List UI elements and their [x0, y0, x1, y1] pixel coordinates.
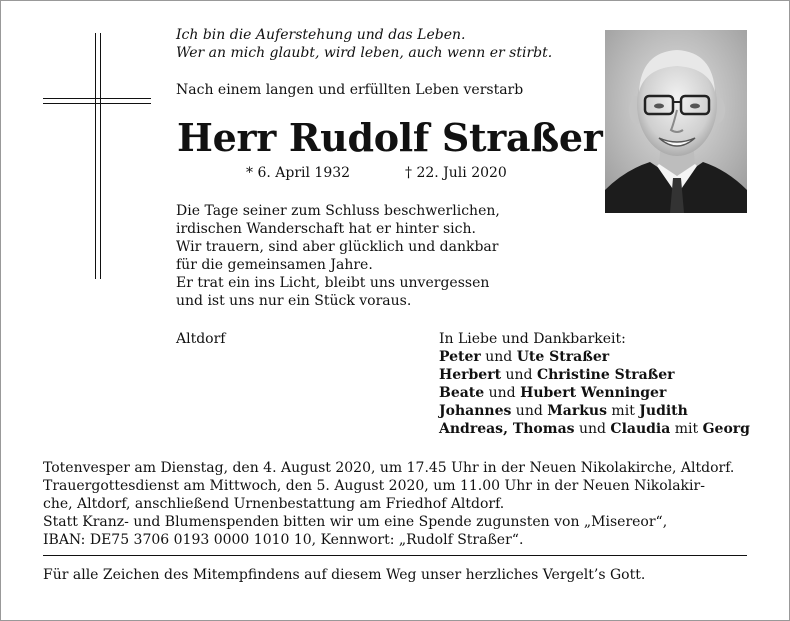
poem-line-6: und ist uns nur ein Stück voraus.: [176, 293, 412, 309]
mourners-line-5: [439, 421, 750, 439]
mourners-line-3: [439, 385, 666, 403]
intro-text: Nach einem langen und erfüllten Leben verstarb: [176, 82, 524, 98]
mourners-line-1: [439, 349, 609, 367]
mourner-name: Johannes: [439, 403, 512, 419]
mourner-name: Andreas, Thomas: [439, 421, 575, 437]
mourner-name: Peter: [439, 349, 481, 365]
death-date: † 22. Juli 2020: [405, 165, 507, 181]
mourner-name: Christine Straßer: [536, 367, 675, 383]
mourner-name: Markus: [547, 403, 607, 419]
mourner-name: Judith: [639, 403, 688, 419]
donation-line-1: Statt Kranz- und Blumenspenden bitten wir um eine Spende zugunsten von „Misereor“,: [43, 514, 668, 530]
mourners-line-4: [439, 403, 688, 421]
portrait-photo: [605, 30, 747, 213]
poem-line-4: für die gemeinsamen Jahre.: [176, 257, 373, 273]
service-line-2: Trauergottesdienst am Mittwoch, den 5. August 2020, um 11.00 Uhr in der Neuen Nikolakir-: [43, 478, 705, 494]
conjunction: und: [574, 421, 611, 437]
place-text: Altdorf: [176, 331, 226, 347]
thanks-text: Für alle Zeichen des Mitempfindens auf diesem Weg unser herzliches Vergelt’s Gott.: [43, 567, 646, 583]
service-line-1: Totenvesper am Dienstag, den 4. August 2020, um 17.45 Uhr in der Neuen Nikolakirche, Altdorf.: [43, 460, 735, 476]
mourner-name: Claudia: [610, 421, 671, 437]
verse-line-1: Ich bin die Auferstehung und das Leben.: [176, 27, 466, 43]
service-line-3: che, Altdorf, anschließend Urnenbestattung am Friedhof Altdorf.: [43, 496, 505, 512]
birth-date: * 6. April 1932: [246, 165, 351, 181]
conjunction: und: [501, 367, 537, 383]
poem-line-1: Die Tage seiner zum Schluss beschwerlichen,: [176, 203, 500, 219]
mourner-name: Ute Straßer: [516, 349, 610, 365]
donation-line-2: IBAN: DE75 3706 0193 0000 1010 10, Kennwort: „Rudolf Straßer“.: [43, 532, 524, 548]
conjunction: mit: [606, 403, 640, 419]
mourner-name: Georg: [702, 421, 750, 437]
divider: [43, 555, 747, 556]
mourners-line-2: [439, 367, 675, 385]
conjunction: mit: [670, 421, 703, 437]
poem-line-5: Er trat ein ins Licht, bleibt uns unvergessen: [176, 275, 490, 291]
conjunction: und: [511, 403, 548, 419]
conjunction: und: [480, 349, 517, 365]
mourner-name: Hubert Wenninger: [520, 385, 667, 401]
verse-line-2: Wer an mich glaubt, wird leben, auch wenn er stirbt.: [176, 45, 553, 61]
mourners-heading: In Liebe und Dankbarkeit:: [439, 331, 626, 347]
conjunction: und: [484, 385, 521, 401]
poem-line-2: irdischen Wanderschaft hat er hinter sich.: [176, 221, 476, 237]
poem-line-3: Wir trauern, sind aber glücklich und dankbar: [176, 239, 499, 255]
mourner-name: Herbert: [439, 367, 502, 383]
mourner-name: Beate: [439, 385, 485, 401]
deceased-name: Herr Rudolf Straßer: [177, 115, 603, 160]
